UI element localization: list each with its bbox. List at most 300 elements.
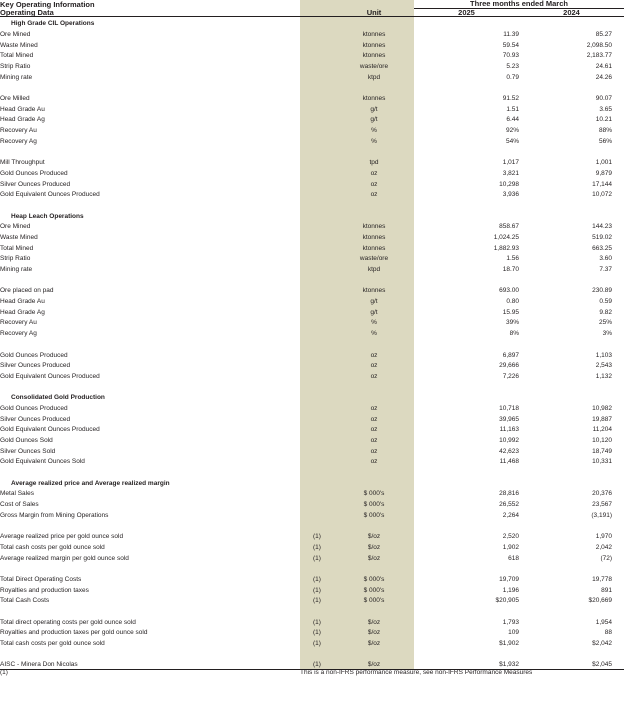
row-label: Recovery Ag [0, 137, 37, 145]
row-value-2025: 1.56 [506, 255, 519, 263]
row-value-2024: 1,970 [595, 533, 612, 541]
row-value-2024: 144.23 [592, 223, 612, 231]
row-value-2024: 3.65 [599, 105, 612, 113]
row-note [300, 49, 334, 60]
row-unit: oz [334, 402, 414, 413]
row-note [300, 295, 334, 306]
table-row [0, 188, 624, 199]
row-unit: oz [334, 412, 414, 423]
row-value-2024: 10,982 [592, 404, 612, 412]
row-unit: oz [334, 370, 414, 381]
row-label: AISC - Minera Don Nicolas [0, 661, 78, 669]
row-unit: oz [334, 445, 414, 456]
operating-data-subtitle: Operating Data [0, 7, 54, 17]
header-spacer-note-2 [300, 8, 334, 17]
row-note [300, 263, 334, 274]
row-label: Total Cash Costs [0, 597, 50, 605]
row-note: (1) [300, 594, 334, 605]
row-value-2024: 24.61 [595, 62, 612, 70]
row-value-2025: 1.51 [506, 105, 519, 113]
row-label: Recovery Ag [0, 330, 37, 338]
section-2025-cell [414, 391, 519, 402]
row-unit: % [334, 135, 414, 146]
table-row [0, 348, 624, 359]
table-row [0, 445, 624, 456]
row-unit: oz [334, 167, 414, 178]
table-row [0, 306, 624, 317]
row-label: Total cash costs per gold ounce sold [0, 640, 105, 648]
spacer-row [0, 338, 624, 349]
section-heading-row [0, 209, 624, 220]
row-value-2025: 1,902 [502, 543, 519, 551]
row-label: Total direct operating costs per gold ounce sold [0, 618, 136, 626]
row-value-2025: 39,965 [499, 415, 519, 423]
row-label: Head Grade Au [0, 105, 45, 113]
row-value-2024: 23,567 [592, 501, 612, 509]
row-note [300, 455, 334, 466]
row-value-2025: 10,718 [499, 404, 519, 412]
table-row [0, 60, 624, 71]
table-row [0, 124, 624, 135]
row-note [300, 412, 334, 423]
spacer-unit [334, 605, 414, 616]
row-label: Total Mined [0, 52, 34, 60]
row-value-2024: 25% [598, 319, 612, 327]
row-note [300, 252, 334, 263]
row-unit: % [334, 124, 414, 135]
table-row [0, 616, 624, 627]
spacer-row [0, 145, 624, 156]
row-note [300, 177, 334, 188]
row-label: Mining rate [0, 266, 33, 273]
spacer-note [300, 338, 334, 349]
section-2025-cell [414, 209, 519, 220]
footnote-row [0, 669, 624, 676]
row-value-2025: 18.70 [502, 266, 519, 273]
row-unit: tpd [334, 156, 414, 167]
row-value-2025: 3,821 [502, 169, 519, 177]
row-unit: oz [334, 177, 414, 188]
row-value-2024: 2,543 [595, 362, 612, 370]
row-value-2025: $1,902 [499, 640, 519, 648]
row-note: (1) [300, 637, 334, 648]
table-row [0, 113, 624, 124]
section-spacer-row [0, 380, 624, 391]
section-note-cell [300, 391, 334, 402]
row-note [300, 124, 334, 135]
row-value-2024: 11,204 [592, 426, 612, 434]
row-value-2025: 92% [505, 127, 519, 135]
row-note [300, 348, 334, 359]
row-unit: ktonnes [334, 38, 414, 49]
row-unit: $ 000's [334, 498, 414, 509]
row-value-2025: 91.52 [502, 95, 519, 102]
row-value-2024: 10.21 [595, 116, 612, 124]
year-2025-header: 2025 [458, 7, 475, 17]
table-row [0, 241, 624, 252]
row-note [300, 60, 334, 71]
spacer-label [0, 605, 300, 616]
footnote-mark: (1) [0, 668, 8, 676]
row-label: Ore Mined [0, 223, 31, 231]
section-unit-cell [334, 477, 414, 488]
row-value-2024: 2,042 [595, 543, 612, 551]
section-spacer-2025 [414, 466, 519, 477]
row-unit: oz [334, 455, 414, 466]
row-label: Royalties and production taxes [0, 586, 89, 594]
row-label: Head Grade Ag [0, 308, 45, 316]
row-value-2025: 59.54 [502, 41, 519, 49]
row-note: (1) [300, 626, 334, 637]
spacer-note [300, 81, 334, 92]
row-note [300, 284, 334, 295]
spacer-2024 [519, 338, 624, 349]
section-heading-row [0, 17, 624, 28]
row-unit: g/t [334, 113, 414, 124]
row-label: Gross Margin from Mining Operations [0, 511, 109, 519]
row-value-2025: 8% [509, 330, 519, 338]
table-row [0, 487, 624, 498]
row-note [300, 509, 334, 520]
spacer-2025 [414, 648, 519, 659]
row-note [300, 28, 334, 39]
row-unit: oz [334, 188, 414, 199]
section-heading: Consolidated Gold Production [11, 394, 105, 402]
section-spacer-row [0, 466, 624, 477]
section-2024-cell [519, 391, 624, 402]
row-note: (1) [300, 541, 334, 552]
row-unit: $ 000's [334, 487, 414, 498]
spacer-note [300, 562, 334, 573]
row-value-2025: 19,709 [499, 575, 519, 583]
row-value-2024: 56% [598, 137, 612, 145]
section-unit-cell [334, 391, 414, 402]
section-spacer-unit [334, 466, 414, 477]
row-value-2024: 85.27 [595, 30, 612, 38]
row-value-2025: 29,666 [499, 362, 519, 370]
row-label: Ore Mined [0, 30, 31, 38]
row-label: Ore Milled [0, 95, 30, 102]
row-note [300, 103, 334, 114]
spacer-label [0, 519, 300, 530]
row-value-2024: 3% [602, 330, 612, 338]
row-label: Strip Ratio [0, 255, 31, 263]
row-value-2025: 6,897 [502, 351, 519, 359]
table-row [0, 177, 624, 188]
table-row [0, 103, 624, 114]
row-value-2025: 28,816 [499, 490, 519, 498]
row-value-2024: 0.59 [599, 298, 612, 306]
row-label: Gold Ounces Produced [0, 351, 68, 359]
section-unit-cell [334, 209, 414, 220]
row-unit: ktpd [334, 70, 414, 81]
table-row [0, 295, 624, 306]
row-note [300, 359, 334, 370]
table-row [0, 92, 624, 103]
table-row [0, 220, 624, 231]
row-value-2025: 1,882.93 [493, 244, 519, 252]
spacer-label [0, 562, 300, 573]
row-value-2025: 0.79 [506, 73, 519, 81]
row-label: Royalties and production taxes per gold ounce sold [0, 629, 148, 637]
row-value-2024: 2,098.50 [586, 41, 612, 49]
row-value-2024: 1,001 [595, 159, 612, 167]
section-note-cell [300, 477, 334, 488]
row-value-2025: 10,992 [499, 437, 519, 444]
section-note-cell [300, 209, 334, 220]
section-spacer-label [0, 380, 300, 391]
section-heading-row [0, 391, 624, 402]
row-value-2025: 2,264 [502, 511, 519, 519]
row-value-2025: 15.95 [502, 308, 519, 316]
row-note [300, 92, 334, 103]
row-label: Mill Throughput [0, 159, 45, 167]
row-note [300, 231, 334, 242]
section-2024-cell [519, 477, 624, 488]
row-note [300, 167, 334, 178]
spacer-2025 [414, 145, 519, 156]
table-row [0, 583, 624, 594]
row-label: Ore placed on pad [0, 287, 54, 295]
section-2025-cell [414, 477, 519, 488]
spacer-2024 [519, 145, 624, 156]
row-unit: $/oz [334, 616, 414, 627]
row-value-2025: 6.44 [506, 116, 519, 124]
row-label: Silver Ounces Produced [0, 180, 71, 188]
table-row [0, 541, 624, 552]
section-2024-cell [519, 209, 624, 220]
row-value-2025: 1,024.25 [493, 233, 519, 241]
row-label: Gold Ounces Sold [0, 437, 53, 444]
row-unit: $/oz [334, 551, 414, 562]
row-label: Gold Equivalent Ounces Produced [0, 372, 100, 380]
row-unit: $/oz [334, 530, 414, 541]
spacer-note [300, 648, 334, 659]
spacer-label [0, 338, 300, 349]
row-value-2025: 858.67 [499, 223, 519, 231]
row-label: Recovery Au [0, 319, 37, 327]
spacer-unit [334, 519, 414, 530]
row-unit: waste/ore [334, 252, 414, 263]
period-header: Three months ended March [414, 0, 624, 8]
row-note [300, 188, 334, 199]
row-unit: $/oz [334, 626, 414, 637]
header-unit-spacer [334, 0, 414, 8]
row-unit: oz [334, 359, 414, 370]
row-note: (1) [300, 616, 334, 627]
row-unit: ktonnes [334, 92, 414, 103]
row-unit: g/t [334, 103, 414, 114]
row-label: Average realized margin per gold ounce sold [0, 554, 129, 562]
row-value-2024: 1,954 [595, 618, 612, 626]
row-value-2025: 5.23 [506, 62, 519, 70]
row-note [300, 38, 334, 49]
spacer-2025 [414, 519, 519, 530]
section-spacer-label [0, 466, 300, 477]
row-value-2025: 54% [505, 137, 519, 145]
table-row [0, 594, 624, 605]
spacer-row [0, 605, 624, 616]
row-label: Silver Ounces Produced [0, 362, 71, 370]
row-value-2024: 10,072 [592, 191, 612, 199]
row-value-2024: 891 [601, 586, 612, 594]
spacer-label [0, 274, 300, 285]
row-value-2024: $20,669 [588, 597, 612, 605]
spacer-label [0, 648, 300, 659]
section-heading-row [0, 477, 624, 488]
row-value-2025: 10,298 [499, 180, 519, 188]
row-value-2025: 11.39 [503, 30, 519, 38]
row-note: (1) [300, 583, 334, 594]
row-note [300, 70, 334, 81]
row-unit: $ 000's [334, 509, 414, 520]
row-note [300, 402, 334, 413]
section-heading: High Grade CIL Operations [11, 20, 95, 28]
spacer-note [300, 145, 334, 156]
row-unit: $/oz [334, 541, 414, 552]
table-row [0, 156, 624, 167]
row-label: Gold Equivalent Ounces Produced [0, 426, 100, 434]
spacer-note [300, 274, 334, 285]
row-unit: oz [334, 423, 414, 434]
row-unit: ktonnes [334, 284, 414, 295]
row-unit: ktonnes [334, 220, 414, 231]
spacer-2025 [414, 338, 519, 349]
table-title: Key Operating Information [0, 0, 95, 9]
row-note [300, 241, 334, 252]
row-label: Waste Mined [0, 233, 38, 241]
row-value-2024: 3.60 [599, 255, 612, 263]
row-note [300, 135, 334, 146]
row-label: Waste Mined [0, 41, 38, 49]
row-value-2024: 10,120 [592, 437, 612, 444]
row-value-2025: 26,552 [499, 501, 519, 509]
row-value-2025: 11,163 [499, 426, 519, 434]
row-value-2025: $1,932 [499, 661, 519, 669]
spacer-2025 [414, 274, 519, 285]
table-row [0, 370, 624, 381]
row-unit: g/t [334, 295, 414, 306]
footnote-text: This is a non-IFRS performance measure, see non-IFRS Performance Measures [300, 668, 533, 676]
row-unit: ktonnes [334, 49, 414, 60]
row-label: Total Mined [0, 244, 34, 252]
row-unit: $/oz [334, 637, 414, 648]
row-note [300, 306, 334, 317]
table-row [0, 167, 624, 178]
section-spacer-2024 [519, 466, 624, 477]
row-label: Gold Ounces Produced [0, 404, 68, 412]
spacer-note [300, 605, 334, 616]
row-value-2024: 19,778 [592, 575, 612, 583]
section-spacer-2025 [414, 199, 519, 210]
row-value-2024: $2,045 [592, 661, 612, 669]
row-label: Average realized price per gold ounce sold [0, 533, 124, 541]
spacer-2024 [519, 605, 624, 616]
spacer-2024 [519, 274, 624, 285]
row-value-2024: $2,042 [592, 640, 612, 648]
spacer-2024 [519, 81, 624, 92]
row-value-2024: 20,376 [592, 490, 612, 498]
table-row [0, 637, 624, 648]
table-row [0, 49, 624, 60]
section-spacer-note [300, 199, 334, 210]
spacer-2025 [414, 605, 519, 616]
row-value-2024: 2,183.77 [586, 52, 612, 60]
spacer-2024 [519, 648, 624, 659]
table-row [0, 263, 624, 274]
table-header-row-2 [0, 8, 624, 17]
row-label: Gold Ounces Produced [0, 169, 68, 177]
row-unit: $ 000's [334, 573, 414, 584]
table-row [0, 327, 624, 338]
row-note [300, 220, 334, 231]
spacer-2024 [519, 562, 624, 573]
row-note [300, 445, 334, 456]
row-value-2024: 18,749 [592, 447, 612, 455]
row-unit: ktonnes [334, 241, 414, 252]
row-value-2024: 7.37 [599, 266, 612, 273]
row-value-2025: 693.00 [499, 287, 519, 295]
table-header-row-1 [0, 0, 624, 8]
spacer-unit [334, 648, 414, 659]
year-2024-header: 2024 [563, 7, 580, 17]
row-label: Silver Ounces Sold [0, 447, 56, 455]
row-value-2025: $20,905 [495, 597, 519, 605]
row-value-2024: 88% [598, 127, 612, 135]
row-note [300, 423, 334, 434]
row-unit: % [334, 327, 414, 338]
section-spacer-2024 [519, 380, 624, 391]
table-row [0, 658, 624, 669]
section-spacer-unit [334, 199, 414, 210]
spacer-row [0, 274, 624, 285]
section-spacer-row [0, 199, 624, 210]
row-unit: $ 000's [334, 583, 414, 594]
spacer-unit [334, 145, 414, 156]
row-value-2025: 1,196 [502, 586, 519, 594]
row-unit: $ 000's [334, 594, 414, 605]
table-row [0, 402, 624, 413]
row-note [300, 156, 334, 167]
row-note [300, 487, 334, 498]
section-note-cell [300, 17, 334, 28]
row-value-2024: 663.25 [592, 244, 612, 252]
table-row [0, 551, 624, 562]
row-value-2024: 17,144 [592, 180, 612, 188]
spacer-2025 [414, 81, 519, 92]
header-spacer-note [300, 0, 334, 8]
row-label: Gold Equivalent Ounces Sold [0, 458, 85, 466]
row-value-2025: 1,017 [502, 159, 519, 167]
row-note: (1) [300, 658, 334, 669]
row-value-2025: 42,623 [499, 447, 519, 455]
row-unit: ktonnes [334, 231, 414, 242]
table-row [0, 316, 624, 327]
spacer-row [0, 81, 624, 92]
section-spacer-2024 [519, 199, 624, 210]
row-value-2025: 70.93 [502, 52, 519, 60]
row-value-2025: 11,468 [499, 458, 519, 466]
row-label: Metal Sales [0, 490, 34, 498]
section-spacer-note [300, 466, 334, 477]
row-label: Mining rate [0, 73, 33, 81]
table-row [0, 38, 624, 49]
table-row [0, 70, 624, 81]
section-2025-cell [414, 17, 519, 28]
row-value-2024: 90.07 [595, 95, 612, 102]
row-value-2024: (72) [600, 554, 612, 562]
spacer-unit [334, 274, 414, 285]
